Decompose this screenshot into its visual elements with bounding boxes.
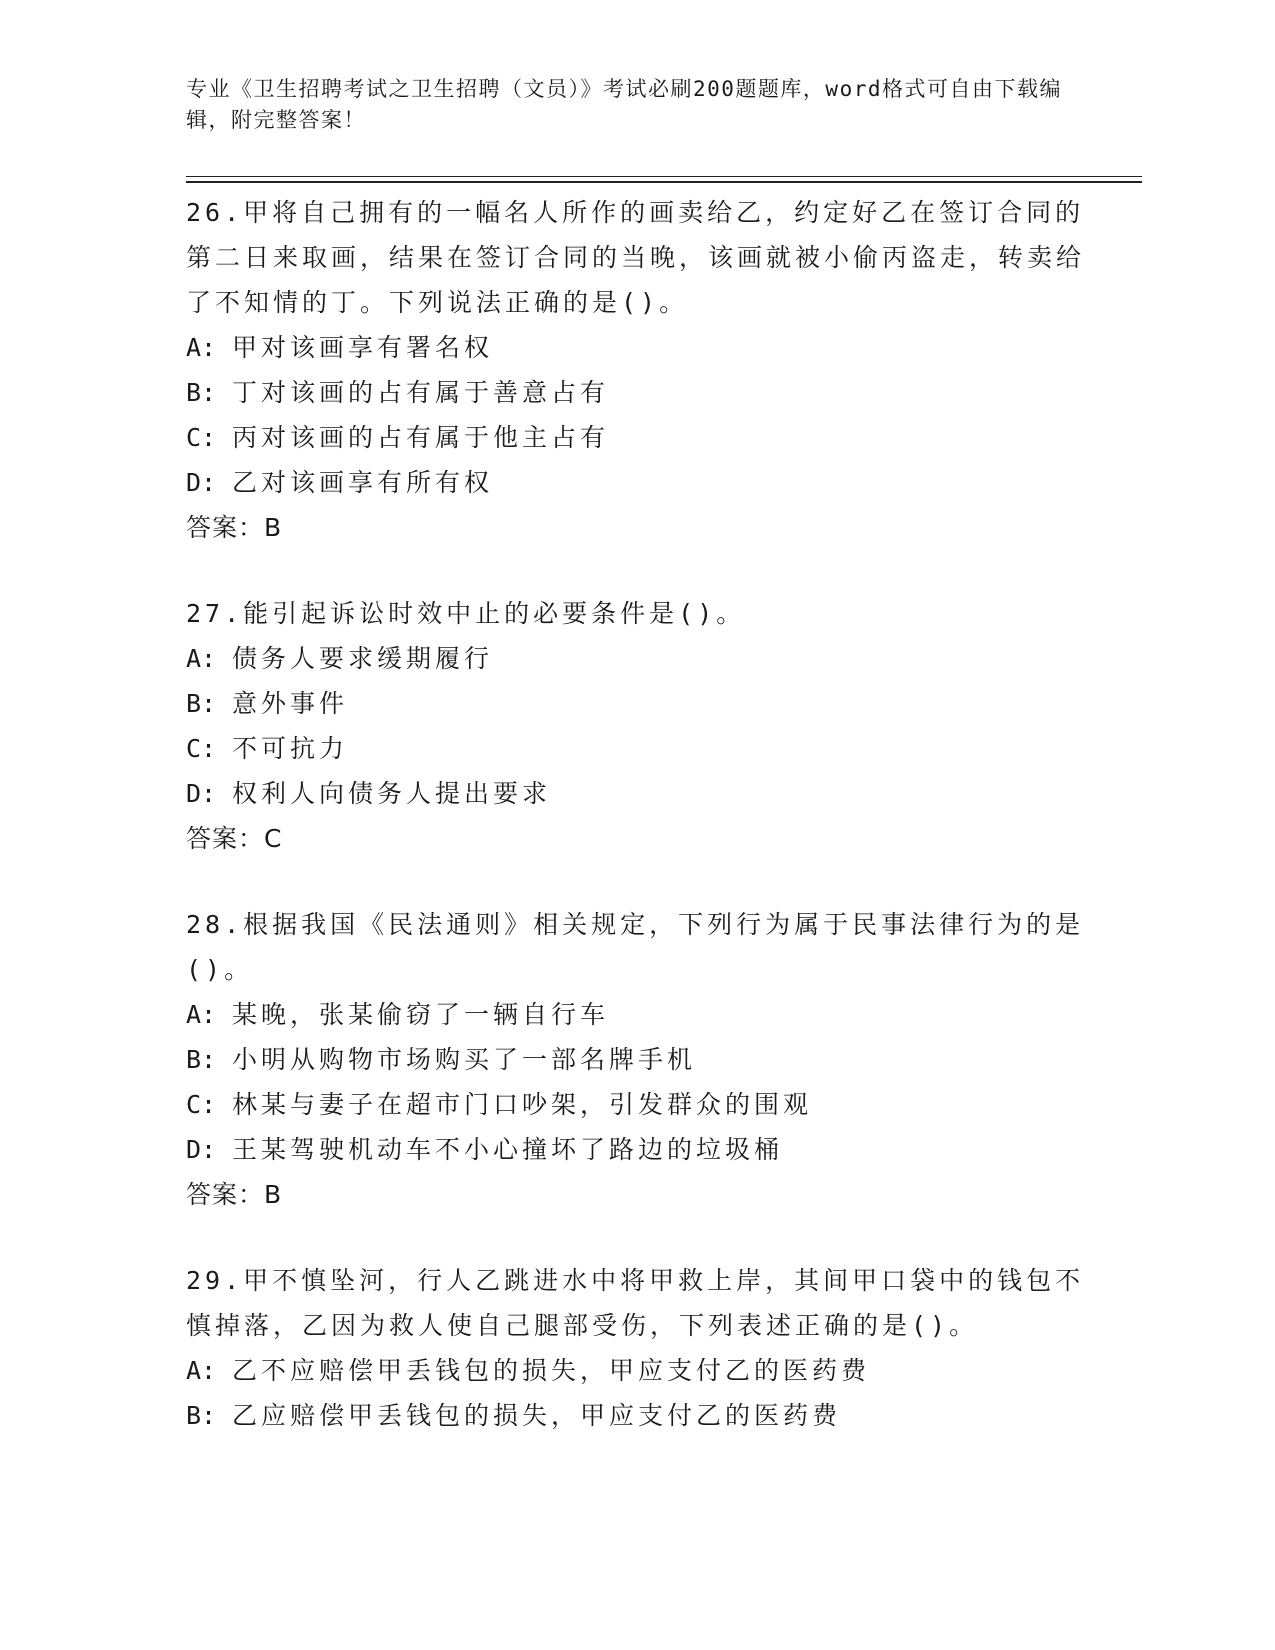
header-divider-thin	[186, 176, 1142, 177]
option-d	[186, 771, 1086, 816]
option-letter: A:	[186, 1000, 217, 1029]
option-b	[186, 370, 1086, 415]
option-letter: D:	[186, 1135, 217, 1164]
option-text: 王某驾驶机动车不小心撞坏了路边的垃圾桶	[232, 1135, 784, 1164]
option-text: 债务人要求缓期履行	[232, 644, 494, 673]
option-letter: D:	[186, 779, 217, 808]
option-text: 意外事件	[232, 689, 349, 718]
answer-line: 答案：B	[186, 513, 283, 542]
option-text: 乙对该画享有所有权	[232, 468, 494, 497]
question-29	[186, 1258, 1086, 1438]
option-a	[186, 992, 1086, 1037]
option-text: 丙对该画的占有属于他主占有	[232, 423, 610, 452]
option-a	[186, 1348, 1086, 1393]
header-divider-thick	[186, 181, 1142, 183]
option-text: 不可抗力	[232, 734, 349, 763]
option-letter: C:	[186, 1090, 217, 1119]
option-letter: B:	[186, 689, 217, 718]
option-c	[186, 1082, 1086, 1127]
option-d	[186, 460, 1086, 505]
option-a	[186, 636, 1086, 681]
question-stem: 28.根据我国《民法通则》相关规定，下列行为属于民事法律行为的是()。	[186, 910, 1085, 984]
option-letter: A:	[186, 333, 217, 362]
option-letter: C:	[186, 423, 217, 452]
option-letter: B:	[186, 378, 217, 407]
option-b	[186, 681, 1086, 726]
option-text: 林某与妻子在超市门口吵架，引发群众的围观	[232, 1090, 813, 1119]
option-text: 丁对该画的占有属于善意占有	[232, 378, 610, 407]
option-text: 小明从购物市场购买了一部名牌手机	[232, 1045, 697, 1074]
option-a	[186, 325, 1086, 370]
option-b	[186, 1037, 1086, 1082]
option-c	[186, 726, 1086, 771]
document-header: 专业《卫生招聘考试之卫生招聘（文员）》考试必刷200题题库，word格式可自由下载编辑，附完整答案！	[186, 77, 1062, 132]
question-26	[186, 190, 1086, 551]
option-text: 甲对该画享有署名权	[232, 333, 494, 362]
option-text: 权利人向债务人提出要求	[232, 779, 552, 808]
questions-list	[186, 190, 1086, 1478]
option-d	[186, 1127, 1086, 1172]
question-stem: 26.甲将自己拥有的一幅名人所作的画卖给乙，约定好乙在签订合同的第二日来取画，结果在签订合同的当晚，该画就被小偷丙盗走，转卖给了不知情的丁。下列说法正确的是()。	[186, 198, 1086, 317]
question-28	[186, 902, 1086, 1218]
option-c	[186, 415, 1086, 460]
option-letter: C:	[186, 734, 217, 763]
option-text: 乙应赔偿甲丢钱包的损失，甲应支付乙的医药费	[232, 1401, 842, 1430]
option-letter: A:	[186, 644, 217, 673]
answer-line: 答案：C	[186, 824, 283, 853]
option-letter: B:	[186, 1045, 217, 1074]
answer-line: 答案：B	[186, 1180, 283, 1209]
option-text: 某晚，张某偷窃了一辆自行车	[232, 1000, 610, 1029]
option-letter: B:	[186, 1401, 217, 1430]
question-27	[186, 591, 1086, 862]
option-letter: A:	[186, 1356, 217, 1385]
option-letter: D:	[186, 468, 217, 497]
option-b	[186, 1393, 1086, 1438]
question-stem: 29.甲不慎坠河，行人乙跳进水中将甲救上岸，其间甲口袋中的钱包不慎掉落，乙因为救人使自己腿部受伤，下列表述正确的是()。	[186, 1266, 1085, 1340]
question-stem: 27.能引起诉讼时效中止的必要条件是()。	[186, 599, 746, 628]
option-text: 乙不应赔偿甲丢钱包的损失，甲应支付乙的医药费	[232, 1356, 871, 1385]
